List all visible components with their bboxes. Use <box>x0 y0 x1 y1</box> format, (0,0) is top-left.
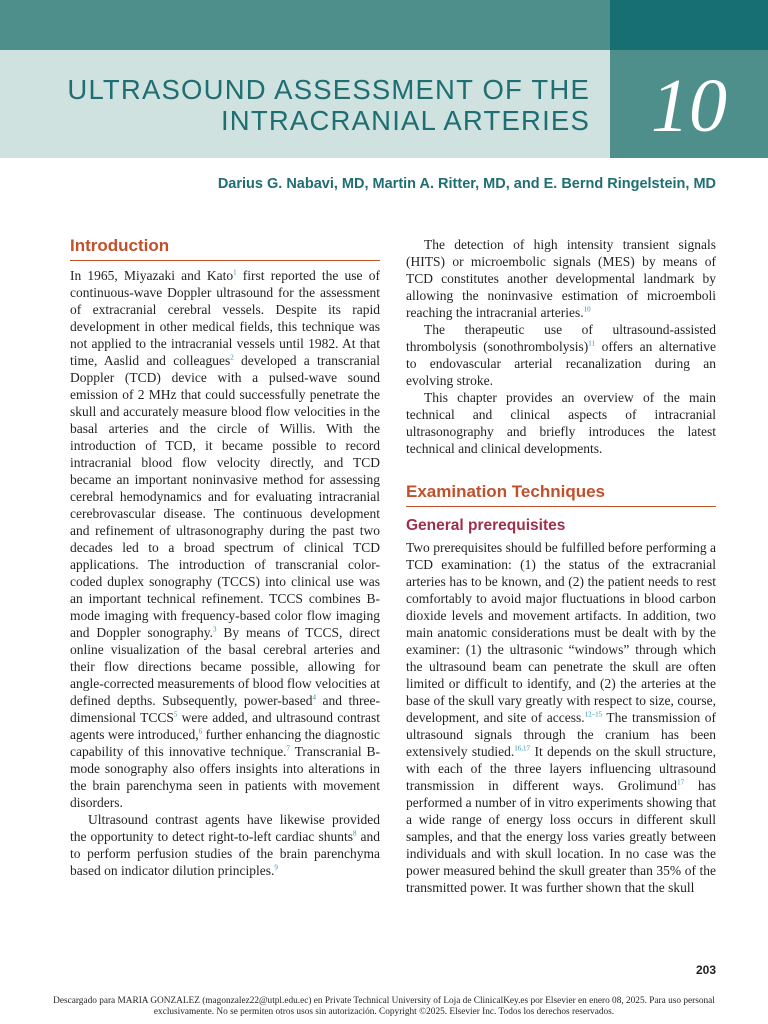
page-number: 203 <box>695 963 716 977</box>
intro-paragraph-1: In 1965, Miyazaki and Kato$^1$ first reported the use of continuous-wave Doppler ultrasound for the assessment of extracranial cerebral vessels. Despite its rapid development in other medical fields, this technique was not applied to the intracranial vessels until 1982. At that time, Aaslid and colleagues$^2$ developed a transcranial Doppler (TCD) device with a pulsed-wave sound emission of 2 MHz that could successfully penetrate the skull and accurately measure blood flow velocities in the basal arteries and the circle of Willis. With the introduction of TCD, it became possible to record intracranial blood flow velocity directly, and TCD became an important noninvasive method for assessing cerebral hemodynamics and for evaluating intracranial cerebrovascular disease. The continuous development and refinement of ultrasonography during the past two decades led to a broad spectrum of clinical TCD applications. The introduction of transcranial color-coded duplex sonography (TCCS) into clinical use was an important technical refinement. TCCS combines B-mode imaging with frequency-based color flow imaging and Doppler sonography.$^3$ By means of TCCS, direct online visualization of the basal cerebral arteries and their flow directions became possible, allowing for angle-corrected measurements of blood flow velocities at defined depths. Subsequently, power-based$^4$ and three-dimensional TCCS$^5$ were added, and ultrasound contrast agents were introduced,$^6$ further enhancing the diagnostic capability of this innovative technique.$^7$ Transcranial B-mode sonography also offers insights into alterations in the brain parenchyma seen in patients with movement disorders. <box>70 268 381 810</box>
intro-paragraph-2: Ultrasound contrast agents have likewise provided the opportunity to detect right-to-left cardiac shunts$^8$ and to perform perfusion studies of the brain parenchyma based on indicator dilution principles.$^9$ <box>70 812 380 878</box>
introduction-heading: Introduction <box>70 236 380 261</box>
citation-link[interactable]: 11 <box>588 339 595 348</box>
citation-link[interactable]: 5 <box>173 710 178 719</box>
chapter-number-block <box>610 50 768 158</box>
right-column <box>406 236 716 896</box>
citation-link[interactable]: 9 <box>274 863 278 872</box>
chapter-authors: Darius G. Nabavi, MD, Martin A. Ritter, MD, and E. Bernd Ringelstein, MD <box>217 176 716 192</box>
general-prerequisites-heading: General prerequisites <box>406 517 566 534</box>
citation-link[interactable]: 2 <box>230 353 234 362</box>
citation-link[interactable]: 6 <box>198 727 203 736</box>
citation-link[interactable]: 8 <box>352 829 357 838</box>
citation-link[interactable]: 16,17 <box>514 744 531 753</box>
right-paragraph-4: Two prerequisites should be fulfilled before performing a TCD examination: (1) the status of the extracranial arteries has to be known, and (2) the patient needs to rest comfortably to avoid major fluctuations in blood carbon dioxide levels and movement artifacts. In addition, two main anatomic considerations must be dealt with by the examiner: (1) the ultrasonic “windows” through which the ultrasound beam can penetrate the skull are often limited or difficult to identify, and (2) the arteries at the base of the skull vary greatly with respect to size, course, development, and site of access.$^{12-15}$ The transmission of ultrasound signals through the cranium has been extensively studied.$^{16,17}$ It depends on the skull structure, with each of the three layers influencing ultrasound transmission in different ways. Grolimund$^{17}$ has performed a number of in vitro experiments showing that a wide range of energy loss occurs in different skull samples, and that the energy loss varies greatly between individuals and with skull location. In no case was the power measured behind the skull greater than 35% of the transmitted power. It was further shown that the skull <box>406 540 716 895</box>
examination-techniques-heading: Examination Techniques <box>406 482 716 507</box>
right-paragraph-3: This chapter provides an overview of the main technical and clinical aspects of intracranial ultrasonography and briefly introduces the latest technical and clinical developments. <box>406 390 716 456</box>
citation-link[interactable]: 17 <box>677 778 685 787</box>
header-band-accent <box>610 0 768 50</box>
citation-link[interactable]: 1 <box>233 268 237 277</box>
right-paragraph-2: The therapeutic use of ultrasound-assisted thrombolysis (sonothrombolysis)$^{11}$ offers an alternative to endovascular arterial recanalization during an evolving stroke. <box>406 322 716 388</box>
left-column <box>70 236 380 879</box>
citation-link[interactable]: 7 <box>286 744 290 753</box>
citation-link[interactable]: 4 <box>312 693 317 702</box>
citation-link[interactable]: 12–15 <box>584 710 603 719</box>
chapter-title-line2: INTRACRANIAL ARTERIES <box>220 105 590 136</box>
chapter-title <box>67 74 590 136</box>
download-footer: Descargado para MARIA GONZALEZ (magonzalez22@utpl.edu.ec) en Private Technical University of Loja de ClinicalKey.es por Elsevier en enero 08, 2025. Para uso personal exclusivamente. No se permiten otros usos sin autorización. Copyright ©2025. Elsevier Inc. Todos los derechos reservados. <box>53 996 715 1017</box>
chapter-number: 10 <box>651 64 727 148</box>
citation-link[interactable]: 3 <box>212 625 217 634</box>
right-paragraph-1: The detection of high intensity transient signals (HITS) or microembolic signals (MES) by means of TCD constitutes another developmental landmark by allowing the noninvasive estimation of microemboli reaching the intracranial arteries.$^{10}$ <box>406 237 716 320</box>
chapter-title-line1: ULTRASOUND ASSESSMENT OF THE <box>67 74 590 105</box>
citation-link[interactable]: 10 <box>583 305 591 314</box>
